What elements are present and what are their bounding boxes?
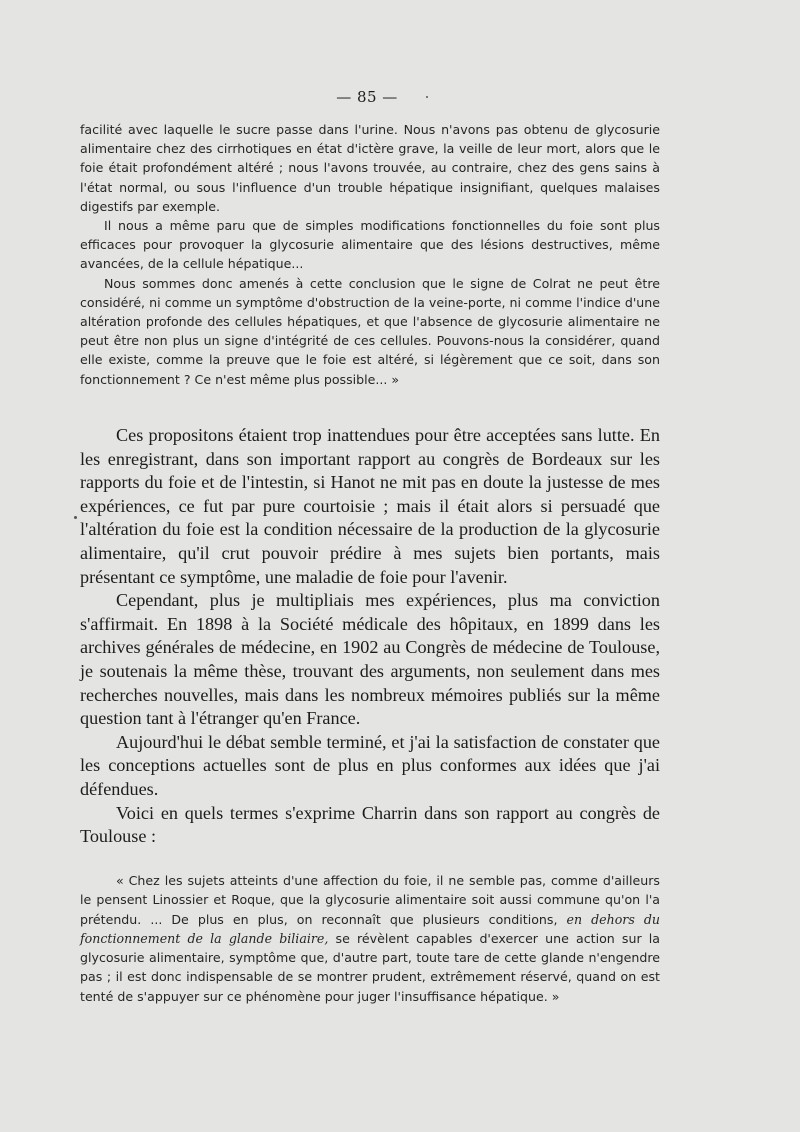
body-paragraph: Voici en quels termes s'exprime Charrin dans son rapport au congrès de Toulouse : <box>80 802 660 847</box>
quote-paragraph: facilité avec laquelle le sucre passe dans l'urine. Nous n'avons pas obtenu de glycosurie alimentaire chez des cirrhotiques en état d'ictère grave, la veille de leur mort, alors que le foie était profondément altéré ; nous l'avons trouvée, au contraire, chez des gens sains à l'état normal, ou sous l'influence d'un trouble hépatique insignifiant, quelques malaises digestifs par exemple. <box>80 122 660 214</box>
quote-text-end: se révèlent capables d'exercer une action sur la glycosurie alimentaire, symptôme que, d'autre part, toute tare de cette glande n'engendre pas ; il est donc indispensable de se montrer prudent, extrêmement réservé, quand on est tenté de s'appuyer sur ce phénomène pour juger l'insuffisance hépatique. » <box>80 930 661 1004</box>
bottom-quoted-passage <box>80 871 660 1006</box>
top-quoted-passage <box>80 120 660 389</box>
print-speck <box>74 516 77 519</box>
main-body-text <box>80 424 660 849</box>
body-paragraph: Cependant, plus je multipliais mes expériences, plus ma conviction s'affirmait. En 1898 à la Société médicale des hôpitaux, en 1899 dans les archives générales de médecine, en 1902 au Congrès de médecine de Toulouse, je soutenais la même thèse, trouvant des arguments, non seulement dans mes recherches nouvelles, mais dans les nombreux mémoires publiés sur la même question tant à l'étranger qu'en France. <box>80 590 660 729</box>
quote-paragraph: Il nous a même paru que de simples modifications fonctionnelles du foie sont plus efficaces pour provoquer la glycosurie alimentaire que des lésions destructives, même avancées, de la cellule hépatique... <box>80 218 660 272</box>
print-speck <box>426 96 428 98</box>
body-paragraph: Aujourd'hui le débat semble terminé, et j'ai la satisfaction de constater que les conceptions actuelles sont de plus en plus conformes aux idées que j'ai défendues. <box>80 731 660 799</box>
quote-italic-phrase: en dehors du fonctionnement de la glande biliaire, <box>80 911 660 946</box>
body-paragraph: Ces propositons étaient trop inattendues pour être acceptées sans lutte. En les enregistrant, dans son important rapport au congrès de Bordeaux sur les rapports du foie et de l'intestin, si Hanot ne mit pas en doute la justesse de mes expériences, ce fut par pure courtoisie ; mais il était alors si persuadé que l'altération du foie est la condition nécessaire de la production de la glycosurie alimentaire, qu'il crut pouvoir prédire à mes sujets bien portants, mais présentant ce symptôme, une maladie de foie pour l'avenir. <box>80 425 660 587</box>
quote-paragraph <box>80 871 660 1006</box>
quote-text-start: « Chez les sujets atteints d'une affection du foie, il ne semble pas, comme d'ailleurs le pensent Linossier et Roque, que la glycosurie alimentaire soit aussi commune qu'on l'a prétendu. ... De plus en plus, on reconnaît que plusieurs conditions, <box>80 873 660 927</box>
page-number: — 85 — <box>336 88 398 106</box>
quote-paragraph: Nous sommes donc amenés à cette conclusion que le signe de Colrat ne peut être considéré, ni comme un symptôme d'obstruction de la veine-porte, ni comme l'indice d'une altération profonde des cellules hépatiques, et que l'absence de glycosurie alimentaire ne peut être non plus un signe d'intégrité de ces cellules. Pouvons-nous la considérer, quand elle existe, comme la preuve que le foie est altéré, si légèrement que ce soit, dans son fonctionnement ? Ce n'est même plus possible... » <box>80 275 660 387</box>
